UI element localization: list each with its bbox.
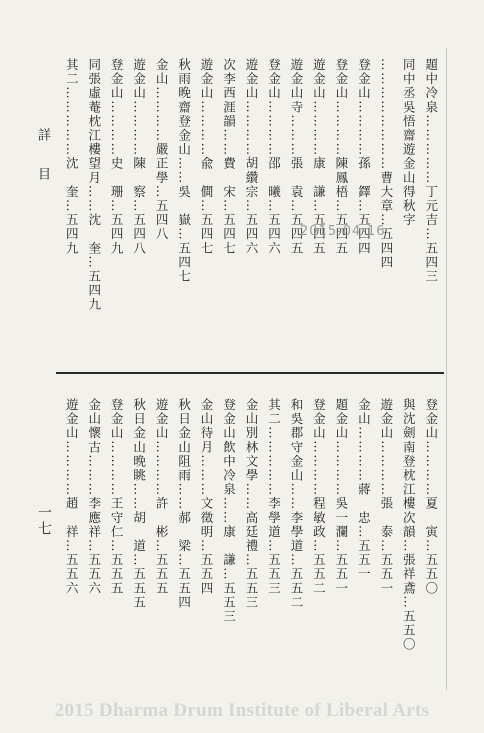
toc-entry: 金山懷古………李應祥…五五六	[86, 398, 102, 596]
toc-entry: 遊金山…………陳 察…五四八	[131, 58, 147, 256]
toc-lower-block	[60, 398, 442, 690]
section-label: 詳目	[35, 128, 50, 206]
toc-entry: 金山…………蔣 忠…五五一	[356, 398, 372, 582]
page-number: 一七	[36, 505, 52, 537]
toc-entry: 金山待月………文徵明…五五四	[199, 398, 215, 596]
toc-entry: 遊金山寺………張 袁…五四五	[288, 58, 304, 256]
toc-entry: 和吳郡守金山……李學道…五五二	[288, 398, 304, 610]
toc-entry: 同中丞吳悟齋遊金山得秋字	[401, 58, 417, 228]
toc-entry: 次李西涯韻……費 宋…五四七	[221, 58, 237, 256]
toc-entry: 遊金山…………康 謙…五四五	[311, 58, 327, 256]
toc-entry: 登金山…………史 珊…五四九	[109, 58, 125, 256]
watermark: 2015 Dharma Drum Institute of Liberal Arts	[54, 700, 430, 721]
toc-entry: 秋日金山阻雨……郝 梁…五五四	[176, 398, 192, 610]
toc-entry: 題金山…………吳一瀾…五五一	[333, 398, 349, 596]
toc-entry: 登金山…………陳鳳梧…五四五	[333, 58, 349, 256]
toc-entry: 遊金山…………張 泰…五五一	[378, 398, 394, 596]
toc-entry: 秋雨晚齋登金山……吳 嶽…五四七	[176, 58, 192, 284]
toc-entry: 其二……………李學道…五五三	[266, 398, 282, 596]
toc-entry: 遊金山…………許 彬…五五五	[154, 398, 170, 596]
divider-rule	[56, 372, 444, 374]
toc-entry: 金山別林文學……高廷禮…五五三	[244, 398, 259, 610]
toc-entry: 金山…………嚴正學…五四八	[154, 58, 170, 242]
date-stamp: 2015-04-16	[300, 224, 386, 239]
toc-entry: 題中冷泉……………丁元吉…五四三	[423, 58, 439, 284]
page-edge	[442, 48, 447, 690]
toc-entry: 遊金山…………趙 祥…五五六	[64, 398, 80, 596]
toc-entry: 登金山…………王守仁…五五五	[109, 398, 125, 596]
toc-entry: 與沈劍南登枕江樓次韻…張祥鳶…五五〇	[401, 398, 417, 652]
toc-entry: 秋日金山晚眺……胡 道…五五五	[131, 398, 147, 610]
toc-entry: 登金山…………程敏政…五五二	[311, 398, 327, 596]
toc-entry: 遊金山…………胡纘宗…五四六	[244, 58, 259, 256]
toc-entry: 登金山…………孫 鐸…五四四	[356, 58, 372, 256]
toc-entry: 登金山…………夏 寅…五五〇	[423, 398, 439, 596]
toc-entry: ……………………曹大章…五四四	[378, 58, 394, 270]
toc-entry: 登金山…………邵 曦…五四六	[266, 58, 282, 256]
toc-entry: 同張虛菴枕江樓望月……沈 奎…五四九	[86, 58, 102, 312]
toc-entry: 遊金山…………兪 僴…五四七	[199, 58, 215, 256]
toc-entry: 其二……………沈 奎…五四九	[64, 58, 80, 256]
toc-entry: 登金山飲中冷泉……康 謙…五五三	[221, 398, 237, 624]
toc-upper-block	[60, 58, 442, 362]
